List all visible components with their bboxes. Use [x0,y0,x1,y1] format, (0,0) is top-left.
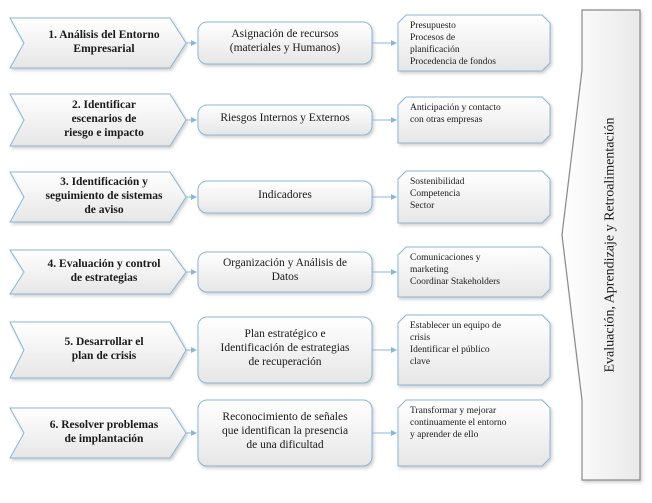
step-6-action: Reconocimiento de señales que identifican la presencia de una dificultad [221,411,349,451]
step-6-details: Transformar y mejorar continuamente el entorno y aprender de ello [410,406,507,440]
step-5-details: Establecer un equipo de crisis Identificar el público clave [410,321,502,367]
feedback-label [582,30,638,460]
step-3-action: Indicadores [258,189,312,202]
step-2-label: 2. Identificar escenarios de riesgo e impacto [64,99,144,139]
step-4-label: 4. Evaluación y control de estrategias [47,258,161,284]
step-1-label: 1. Análisis del Entorno Empresarial [48,29,160,55]
step-4-details: Comunicaciones y marketing Coordinar Stakeholders [410,253,500,287]
step-5-action: Plan estratégico e Identificación de estrategias de recuperación [220,328,350,368]
feedback-label-text: Evaluación, Aprendizaje y Retroalimentación [602,117,618,373]
step-4-action: Organización y Análisis de Datos [222,257,348,283]
step-1-details: Presupuesto Procesos de planificación Procedencia de fondos [410,21,496,67]
step-3-label: 3. Identificación y seguimiento de sistemas de aviso [45,176,163,216]
step-5-label: 5. Desarrollar el plan de crisis [64,336,144,362]
step-6-label: 6. Resolver problemas de implantación [49,419,159,445]
step-2-details: Anticipación y contacto con otras empresas [410,103,501,125]
step-1-action: Asignación de recursos (materiales y Humanos) [229,28,341,54]
step-2-action: Riesgos Internos y Externos [220,112,350,125]
step-3-details: Sostenibilidad Competencia Sector [410,177,465,211]
